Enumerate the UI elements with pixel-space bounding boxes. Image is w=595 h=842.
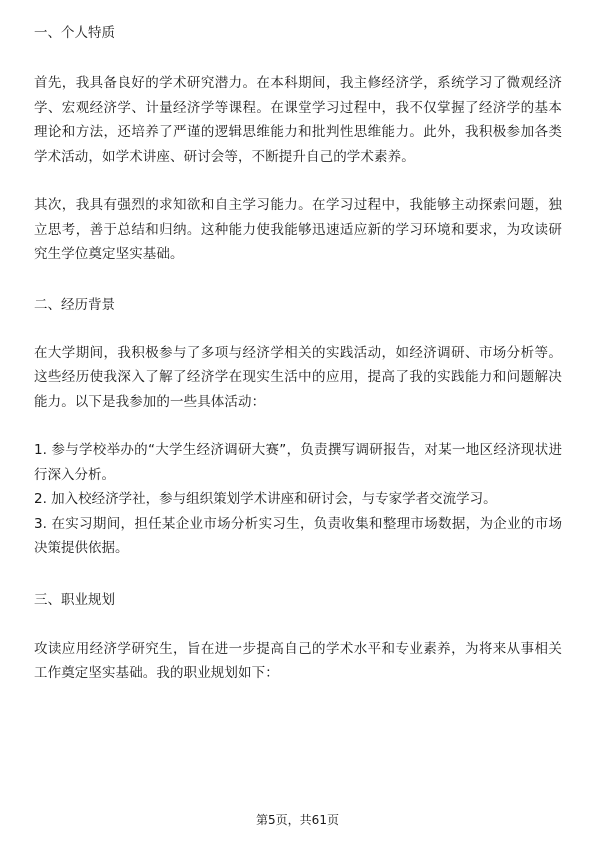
list-item: 3. 在实习期间，担任某企业市场分析实习生，负责收集和整理市场数据，为企业的市场决策提供依据。 — [34, 515, 562, 556]
page-number: 第5页，共61页 — [256, 813, 339, 827]
section-heading-career-plan: 三、职业规划 — [34, 591, 115, 608]
section-heading-personal-traits: 一、个人特质 — [34, 25, 115, 41]
document-page — [34, 22, 562, 686]
list-item: 2. 加入校经济学社，参与组织策划学术讲座和研讨会，与专家学者交流学习。 — [34, 491, 497, 507]
list-item: 1. 参与学校举办的“大学生经济调研大赛”，负责撰写调研报告，对某一地区经济现状进行深入分析。 — [34, 442, 562, 483]
section-heading-experience: 二、经历背景 — [34, 296, 115, 313]
activity-list — [34, 438, 562, 561]
paragraph-practice-activities: 在大学期间，我积极参与了多项与经济学相关的实践活动，如经济调研、市场分析等。这些经历使我深入了解了经济学在现实生活中的应用，提高了我的实践能力和问题解决能力。以下是我参加的一些具体活动： — [34, 344, 562, 410]
paragraph-research-potential: 首先，我具备良好的学术研究潜力。在本科期间，我主修经济学，系统学习了微观经济学、宏观经济学、计量经济学等课程。在课堂学习过程中，我不仅掌握了经济学的基本理论和方法，还培养了严谨的逻辑思维能力和批判性思维能力。此外，我积极参加各类学术活动，如学术讲座、研讨会等，不断提升自己的学术素养。 — [34, 75, 562, 165]
paragraph-career-goal: 攻读应用经济学研究生，旨在进一步提高自己的学术水平和专业素养，为将来从事相关工作奠定坚实基础。我的职业规划如下： — [34, 640, 562, 681]
paragraph-learning-ability: 其次，我具有强烈的求知欲和自主学习能力。在学习过程中，我能够主动探索问题，独立思考，善于总结和归纳。这种能力使我能够迅速适应新的学习环境和要求，为攻读研究生学位奠定坚实基础。 — [34, 197, 562, 262]
